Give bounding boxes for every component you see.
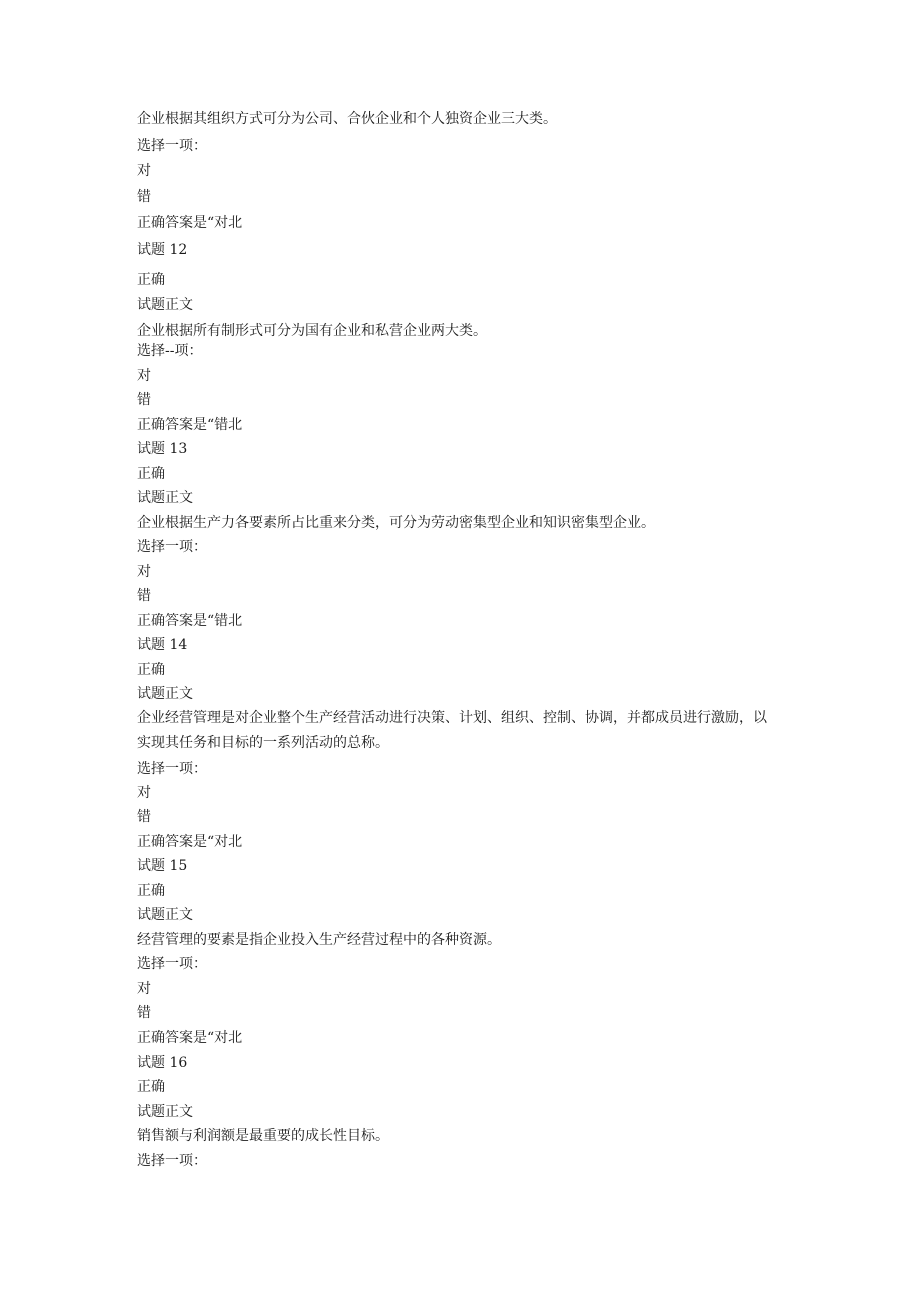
correct-answer: 正确答案是“对北 (137, 215, 243, 231)
choice-prompt: 选择--项： (137, 343, 203, 359)
choice-prompt: 选择一项： (137, 138, 207, 154)
question-body-label: 试题正文 (137, 490, 193, 506)
question-number: 试题 14 (137, 637, 188, 653)
question-body-label: 试题正文 (137, 686, 193, 702)
question-status: 正确 (137, 1079, 165, 1095)
correct-answer: 正确答案是“对北 (137, 834, 243, 850)
question-number: 试题 12 (137, 242, 188, 258)
question-text: 企业经营管理是对企业整个生产经营活动进行决策、计划、组织、控制、协调，并都成员进行激励，以实现其任务和目标的一系列活动的总称。 (137, 710, 767, 751)
option-false: 错 (137, 189, 151, 205)
question-text: 经营管理的要素是指企业投入生产经营过程中的各种资源。 (137, 932, 501, 948)
question-text: 销售额与利润额是最重要的成长性目标。 (137, 1128, 389, 1144)
question-number: 试题 13 (137, 441, 188, 457)
question-body-label: 试题正文 (137, 1104, 193, 1120)
option-true: 对 (137, 163, 151, 179)
correct-answer: 正确答案是“对北 (137, 1030, 243, 1046)
question-status: 正确 (137, 466, 165, 482)
question-body-label: 试题正文 (137, 907, 193, 923)
option-true: 对 (137, 785, 151, 801)
option-false: 错 (137, 588, 151, 604)
choice-prompt: 选择一项： (137, 956, 207, 972)
question-status: 正确 (137, 662, 165, 678)
question-number: 试题 16 (137, 1055, 188, 1071)
question-text: 企业根据所有制形式可分为国有企业和私营企业两大类。 (137, 323, 487, 339)
correct-answer: 正确答案是“错北 (137, 613, 243, 629)
option-true: 对 (137, 981, 151, 997)
option-false: 错 (137, 392, 151, 408)
option-true: 对 (137, 564, 151, 580)
question-text: 企业根据其组织方式可分为公司、合伙企业和个人独资企业三大类。 (137, 111, 557, 127)
choice-prompt: 选择一项： (137, 539, 207, 555)
choice-prompt: 选择一项： (137, 1153, 207, 1169)
option-true: 对 (137, 368, 151, 384)
question-status: 正确 (137, 883, 165, 899)
correct-answer: 正确答案是“错北 (137, 417, 243, 433)
question-body-label: 试题正文 (137, 297, 193, 313)
question-number: 试题 15 (137, 858, 188, 874)
option-false: 错 (137, 809, 151, 825)
question-status: 正确 (137, 272, 165, 288)
choice-prompt: 选择一项： (137, 761, 207, 777)
option-false: 错 (137, 1005, 151, 1021)
question-text: 企业根据生产力各要素所占比重来分类，可分为劳动密集型企业和知识密集型企业。 (137, 515, 655, 531)
